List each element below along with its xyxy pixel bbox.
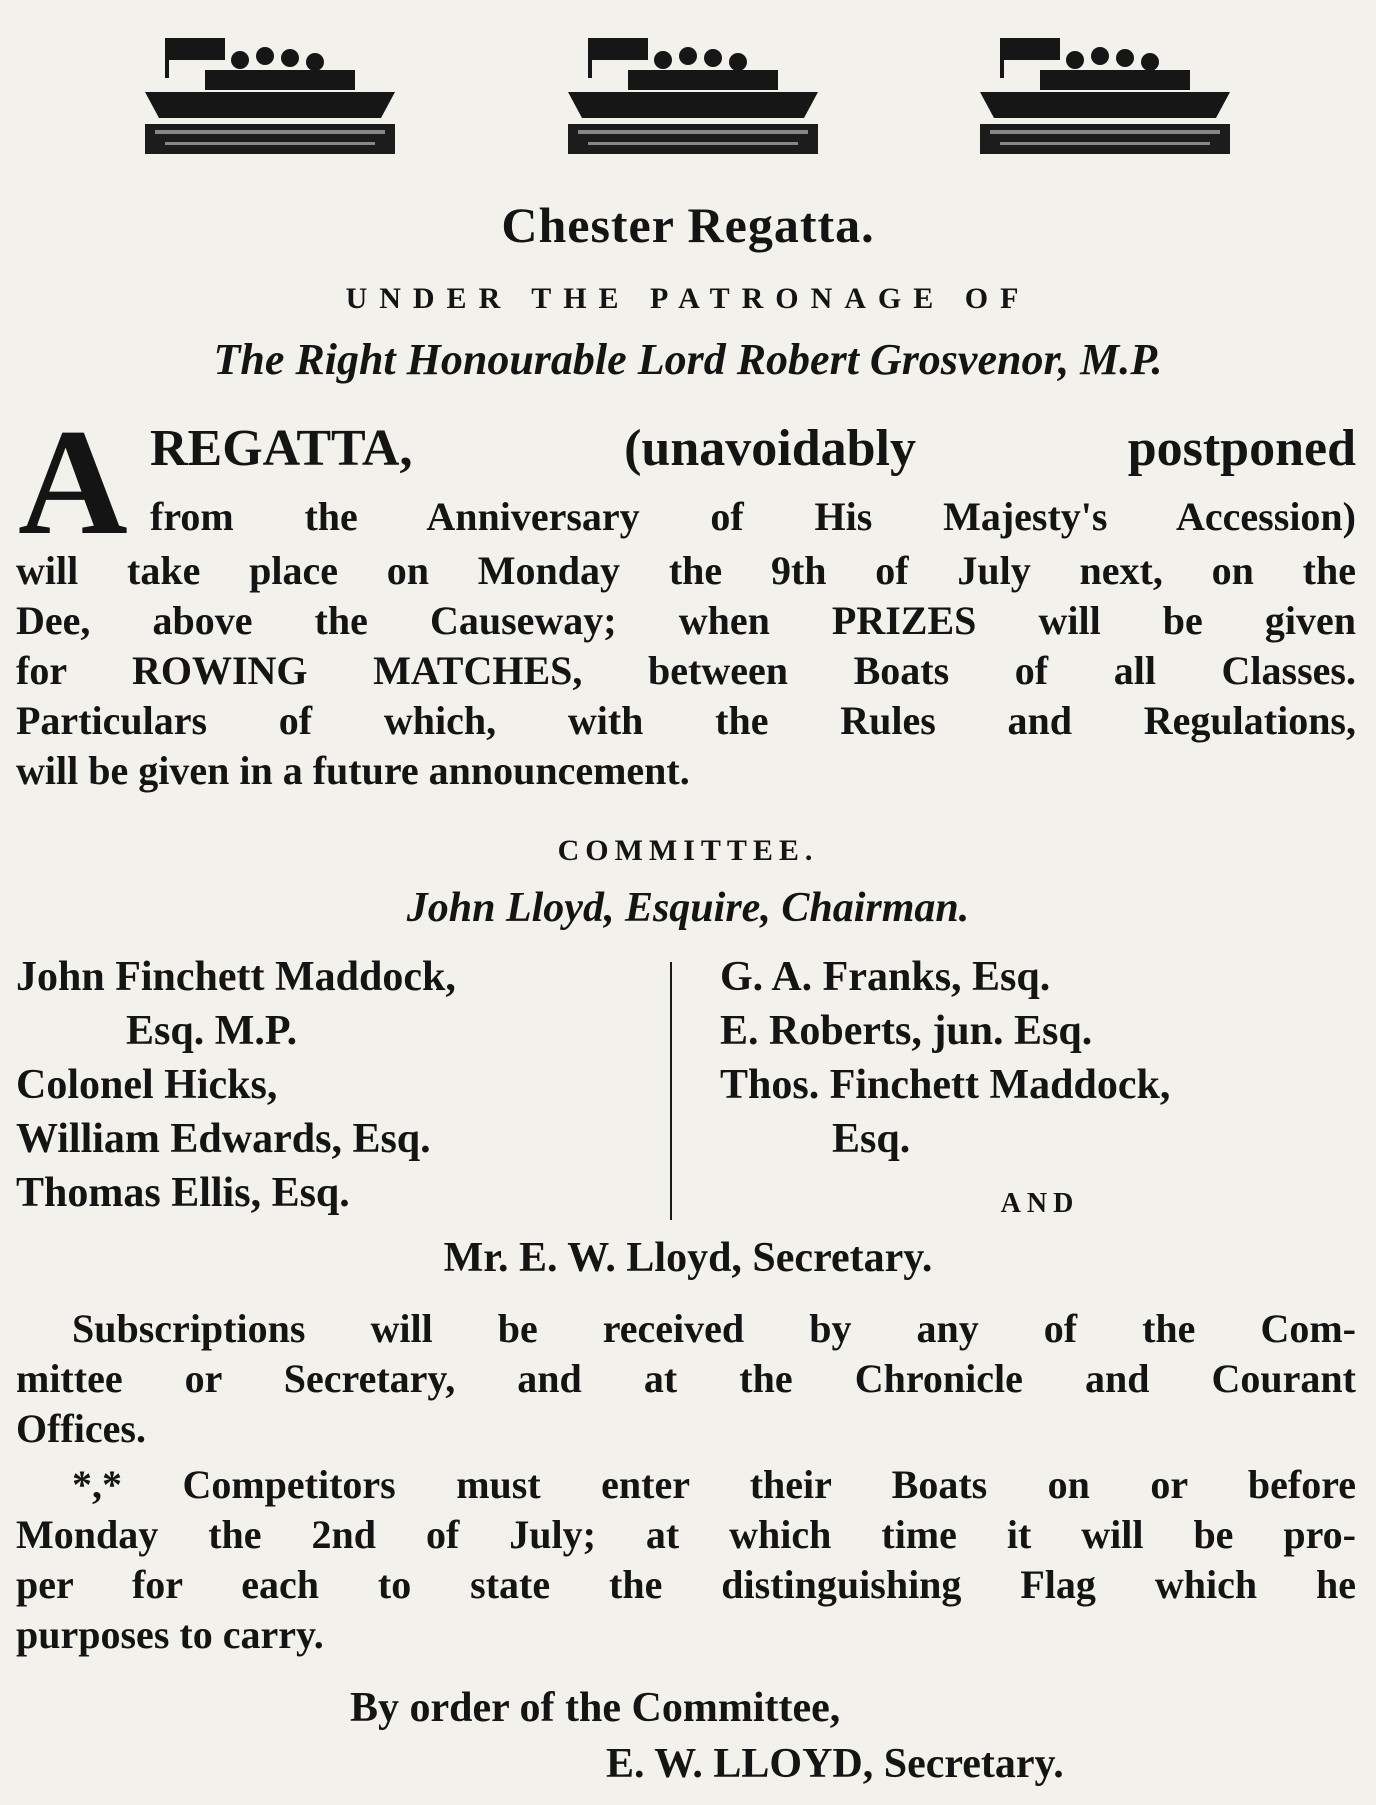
notice-line: for ROWING MATCHES, between Boats of all Classes. (16, 648, 1356, 693)
competitors-line: *,* Competitors must enter their Boats on or before (72, 1462, 1356, 1507)
and-word: AND (1000, 1188, 1080, 1219)
notice-line: will take place on Monday the 9th of July next, on the (16, 548, 1356, 593)
committee-left-column (16, 950, 656, 1220)
column-divider (670, 962, 672, 1220)
secretary-line: Mr. E. W. Lloyd, Secretary. (443, 1235, 933, 1281)
rowing-boat-icon (145, 28, 395, 156)
committee-member: Thos. Finchett Maddock, (720, 1062, 1171, 1108)
committee-right-column (720, 950, 1370, 1166)
rowing-boat-icon (980, 28, 1230, 156)
subscriptions-line: Subscriptions will be received by any of the Com- (72, 1306, 1356, 1351)
competitors-paragraph (16, 1460, 1356, 1660)
committee-member: William Edwards, Esq. (16, 1116, 431, 1162)
patronage-line: UNDER THE PATRONAGE OF (345, 282, 1031, 315)
notice-line: from the Anniversary of His Majesty's Accession) (150, 494, 1356, 539)
drop-cap: A (18, 398, 128, 566)
notice-title: Chester Regatta. (501, 197, 875, 253)
rowing-boat-icon (568, 28, 818, 156)
by-order-line: By order of the Committee, (350, 1685, 841, 1731)
boat-illustrations (0, 28, 1376, 168)
committee-member: Esq. (832, 1116, 911, 1162)
committee-member: G. A. Franks, Esq. (720, 954, 1051, 1000)
committee-member: Colonel Hicks, (16, 1062, 278, 1108)
competitors-line: Monday the 2nd of July; at which time it will be pro- (16, 1512, 1356, 1557)
committee-member: John Finchett Maddock, (16, 954, 456, 1000)
subscriptions-line: mittee or Secretary, and at the Chronicle and Courant (16, 1356, 1356, 1401)
committee-member: Esq. M.P. (126, 1008, 298, 1054)
patron-name: The Right Honourable Lord Robert Grosvenor, M.P. (213, 335, 1163, 384)
committee-heading: COMMITTEE. (557, 834, 819, 867)
competitors-line: purposes to carry. (16, 1612, 324, 1657)
notice-line: Dee, above the Causeway; when PRIZES will be given (16, 598, 1356, 643)
notice-line: will be given in a future announcement. (16, 748, 690, 793)
notice-line: Particulars of which, with the Rules and Regulations, (16, 698, 1356, 743)
chairman-line: John Lloyd, Esquire, Chairman. (406, 885, 970, 931)
signature-line: E. W. LLOYD, Secretary. (606, 1741, 1064, 1787)
committee-member: Thomas Ellis, Esq. (16, 1170, 350, 1216)
notice-line: REGATTA, (unavoidably postponed (150, 420, 1356, 477)
competitors-line: per for each to state the distinguishing Flag which he (16, 1562, 1356, 1607)
subscriptions-line: Offices. (16, 1406, 146, 1451)
subscriptions-paragraph (16, 1304, 1356, 1454)
notice-paragraph (16, 546, 1356, 796)
committee-member: E. Roberts, jun. Esq. (720, 1008, 1093, 1054)
